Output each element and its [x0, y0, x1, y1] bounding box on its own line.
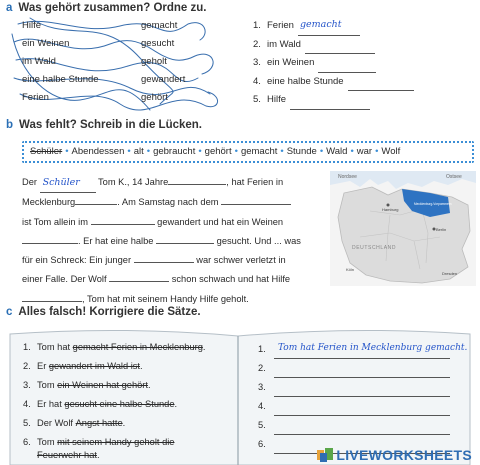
left-word-column [22, 17, 99, 107]
right-word[interactable]: gemacht [141, 20, 178, 31]
sentence-row: 1. Tom hat gemacht Ferien in Mecklenburg . [23, 342, 206, 352]
answer-row: 5. Hilfe [253, 91, 414, 110]
liveworksheets-logo-icon [317, 448, 333, 462]
answer-row: 4. eine halbe Stunde [253, 73, 414, 92]
cloze-blank[interactable] [22, 290, 82, 302]
word-bank-item: gemacht [240, 146, 278, 157]
answer-input[interactable] [318, 60, 376, 73]
map-label: Berlin [436, 227, 447, 232]
right-word[interactable]: gehört [141, 92, 168, 103]
left-word[interactable]: Hilfe [22, 20, 42, 31]
wrong-sentences [23, 338, 206, 465]
left-word[interactable]: Ferien [22, 92, 49, 103]
correction-input[interactable] [274, 384, 450, 397]
map-label: Nordsee [338, 174, 357, 180]
correction-input[interactable]: Tom hat Ferien in Mecklenburg gemacht. [274, 346, 450, 359]
correction-input[interactable] [274, 365, 450, 378]
cloze-blank[interactable] [22, 232, 78, 244]
cloze-blank[interactable] [134, 251, 194, 263]
answer-input[interactable]: gemacht [298, 23, 360, 36]
answer-input[interactable] [348, 78, 414, 91]
map-label: Mecklenburg-Vorpommern [414, 202, 452, 206]
map-label: Köln [346, 267, 355, 272]
sentence-row: 6. Tom mit seinem Handy geholt die [23, 437, 175, 447]
left-word[interactable]: eine halbe Stunde [22, 74, 99, 85]
correction-row: 3. [258, 378, 450, 397]
correction-lines [258, 340, 468, 454]
map-label: Ostsee [446, 174, 462, 180]
sentence-row: 3. Tom ein Weinen hat gehört . [23, 380, 151, 390]
answer-input[interactable] [290, 97, 370, 110]
sentence-row: 5. Der Wolf Angst hatte . [23, 418, 126, 428]
word-bank-item: gebraucht [153, 146, 196, 157]
word-bank-item: war [356, 146, 373, 157]
word-bank-item: Wald [326, 146, 348, 157]
cloze-blank[interactable] [109, 270, 169, 282]
liveworksheets-watermark: LIVEWORKSHEETS [317, 447, 472, 463]
map-label: DEUTSCHLAND [352, 245, 397, 251]
map-label: Hamburg [382, 207, 399, 212]
word-bank-item: alt [133, 146, 144, 157]
right-word[interactable]: gewandert [141, 74, 186, 85]
correction-input[interactable] [274, 422, 450, 435]
cloze-blank[interactable] [168, 173, 226, 185]
correction-row: 1. Tom hat Ferien in Mecklenburg gemacht. [258, 340, 450, 359]
word-bank-item: Abendessen [71, 146, 125, 157]
answer-row: 2. im Wald [253, 36, 414, 55]
section-a-answer-list [253, 17, 414, 110]
word-bank-item: gehört [204, 146, 232, 157]
right-word[interactable]: gesucht [141, 38, 175, 49]
cloze-blank[interactable] [75, 193, 117, 205]
answer-row: 1. Ferien gemacht [253, 17, 414, 36]
correction-row: 6. [258, 435, 450, 454]
right-word[interactable]: geholt [141, 56, 167, 67]
correction-row: 2. [258, 359, 450, 378]
word-bank: Schüler • Abendessen • alt • gebraucht • gehört • gemacht • Stunde • Wald • war • Wolf [22, 141, 474, 163]
word-bank-item: Wolf [381, 146, 401, 157]
correction-row: 4. [258, 397, 450, 416]
left-word[interactable]: ein Weinen [22, 38, 70, 49]
sentence-row: 2. Er gewandert im Wald ist . [23, 361, 143, 371]
cloze-blank[interactable] [156, 232, 214, 244]
word-bank-item: Stunde [286, 146, 317, 157]
correction-row: 5. [258, 416, 450, 435]
section-c-title: c Alles falsch! Korrigiere die Sätze. [6, 306, 201, 318]
cloze-text: Der Schüler Tom K., 14 Jahre , hat Ferien in Mecklenburg . Am Samstag nach dem ist Tom allein im gewandert und hat ein Weinen . Er hat eine halbe gesucht. Und ... was für ein Schreck: Ein junger war schwer verletzt in einer Falle. Der Wolf schon schwach und hat Hilfe , Tom hat mit seinem Handy Hilfe geholt. [22, 173, 327, 309]
section-b-title: b Was fehlt? Schreib in die Lücken. [6, 119, 202, 131]
sentence-row: Feuerwehr hat . [37, 450, 100, 460]
section-a-title: a Was gehört zusammen? Ordne zu. [6, 2, 207, 14]
right-word-column [141, 17, 185, 107]
map-label: Dresden [442, 271, 458, 276]
germany-map [330, 171, 476, 286]
answer-input[interactable] [305, 41, 375, 54]
sentence-row: 4. Er hat gesucht eine halbe Stunde . [23, 399, 178, 409]
answer-row: 3. ein Weinen [253, 54, 414, 73]
cloze-blank[interactable] [221, 193, 291, 205]
word-bank-item: Schüler [30, 146, 63, 157]
cloze-blank[interactable]: Schüler [40, 173, 96, 193]
correction-input[interactable] [274, 403, 450, 416]
left-word[interactable]: im Wald [22, 56, 56, 67]
cloze-blank[interactable] [91, 213, 155, 225]
